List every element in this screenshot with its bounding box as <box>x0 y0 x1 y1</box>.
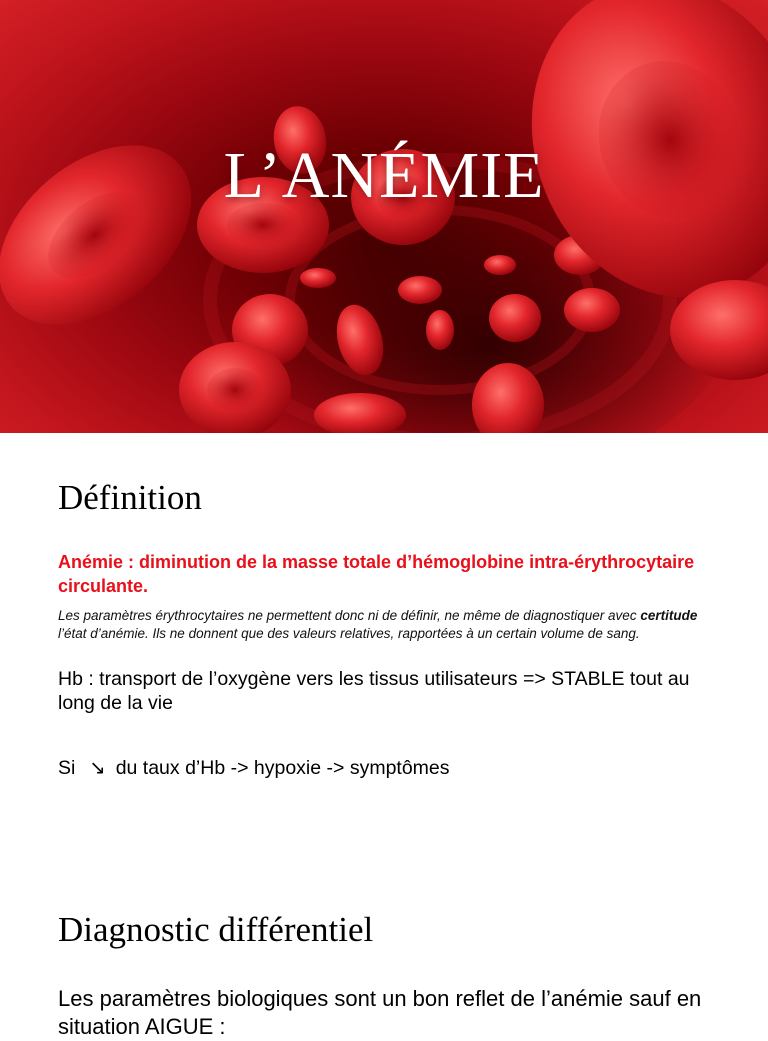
note-text-start: Les paramètres érythrocytaires ne permettent donc ni de définir, ne même de diagnostiquer avec <box>58 608 641 623</box>
hemoglobin-transport-text: Hb : transport de l’oxygène vers les tissus utilisateurs => STABLE tout au long de la vie <box>58 668 690 714</box>
presentation-title: L’ANÉMIE <box>223 139 545 212</box>
hb-decrease-line <box>58 756 718 780</box>
si-prefix: Si <box>58 757 76 779</box>
definition-heading: Définition <box>58 478 202 517</box>
differential-diagnosis-heading: Diagnostic différentiel <box>58 910 374 949</box>
biological-parameters-text: Les paramètres biologiques sont un bon reflet de l’anémie sauf en situation AIGUE : <box>58 986 702 1039</box>
erythrocyte-parameters-note <box>58 607 718 642</box>
anemia-definition-text: Anémie : diminution de la masse totale d’hémoglobine intra-érythrocytaire circulante. <box>58 552 695 596</box>
note-bold-word: certitude <box>640 608 698 623</box>
si-consequence: du taux d’Hb -> hypoxie -> symptômes <box>115 757 450 779</box>
note-text-end: l’état d’anémie. Ils ne donnent que des valeurs relatives, rapportées à un certain volume de sang. <box>58 625 640 641</box>
red-blood-cells-illustration <box>0 0 768 433</box>
hero-banner <box>0 0 768 433</box>
decrease-arrow-icon: ↘ <box>89 757 106 779</box>
